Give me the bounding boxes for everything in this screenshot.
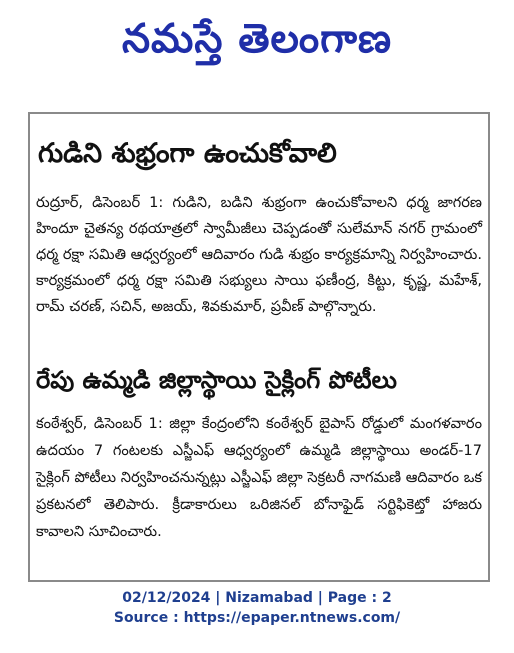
source-link[interactable]: Source : https://epaper.ntnews.com/ [113, 610, 401, 626]
article-1-body: రుద్రూర్, డిసెంబర్ 1: గుడిని, బడిని శుభ్రంగా ఉంచుకోవాలని ధర్మ జాగరణ హిందూ చైతన్య రథయాత్రలో స్వామీజీలు చెప్పడంతో సులేమాన్ నగర్ గ్రామంలో ధర్మ రక్షా సమితి ఆధ్వర్యంలో ఆదివారం గుడి శుభ్రం కార్యక్రమాన్ని నిర్వహించారు. కార్యక్రమంలో ధర్మ రక్షా సమితి సభ్యులు సాయి ఫణీంద్ర, కిట్టు, కృష్ణ, మహేశ్, రామ్ చరణ్, సచిన్, అజయ్, శివకుమార్, ప్రవీణ్ పాల్గొన్నారు. [36, 194, 482, 315]
masthead [0, 0, 514, 88]
article-2-headline: రేపు ఉమ్మడి జిల్లాస్థాయి సైక్లింగ్ పోటీలు [36, 366, 397, 394]
edition-info: 02/12/2024 | Nizamabad | Page : 2 [122, 590, 392, 606]
article-1-headline: గుడిని శుభ్రంగా ఉంచుకోవాలి [38, 138, 337, 169]
footer [0, 588, 514, 628]
newspaper-logo: నమస్తే తెలంగాణ [121, 16, 393, 62]
article-2-body: కంఠేశ్వర్, డిసెంబర్ 1: జిల్లా కేంద్రంలోని కంఠేశ్వర్ బైపాస్ రోడ్డులో మంగళవారం ఉదయం 7 గంటలకు ఎస్జీఎఫ్ ఆధ్వర్యంలో ఉమ్మడి జిల్లాస్థాయి అండర్-17 సైక్లింగ్ పోటీలు నిర్వహించనున్నట్లు ఎస్జీఎఫ్ జిల్లా సెక్రటరీ నాగమణి ఆదివారం ఒక ప్రకటనలో తెలిపారు. క్రీడాకారులు ఒరిజినల్ బోనాఫైడ్ సర్టిఫికెట్తో హాజరు కావాలని సూచించారు. [36, 415, 482, 540]
news-clipping [28, 112, 490, 582]
